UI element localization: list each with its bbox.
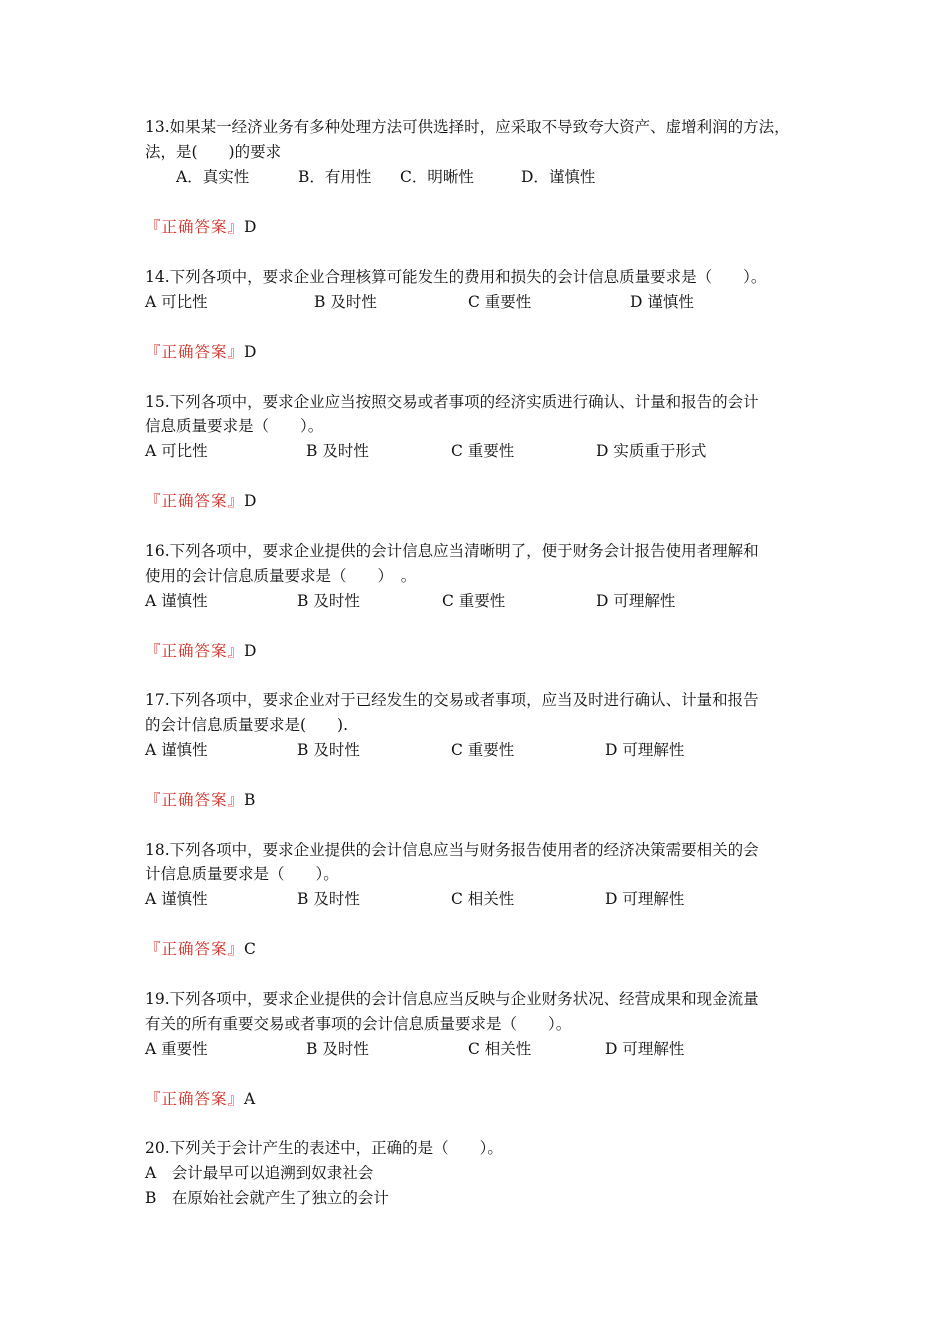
question-18-text: 18.下列各项中，要求企业提供的会计信息应当与财务报告使用者的经济决策需要相关的会 [145, 841, 759, 859]
question-19-option-b: B 及时性 [306, 1040, 369, 1058]
question-15-option-d: D 实质重于形式 [596, 442, 707, 460]
question-14-answer [145, 342, 256, 362]
question-17-answer [145, 790, 255, 810]
question-16-option-c: C 重要性 [442, 592, 506, 610]
question-13-option-d: D．谨慎性 [521, 168, 596, 186]
question-19-option-c: C 相关性 [468, 1040, 532, 1058]
question-19-answer [145, 1089, 255, 1109]
answer-letter: D [244, 218, 257, 236]
question-14-option-c: C 重要性 [468, 293, 532, 311]
answer-tag: 『正确答案』 [145, 1090, 245, 1108]
question-16-option-a: A 谨慎性 [145, 592, 208, 610]
question-19-text: 19.下列各项中，要求企业提供的会计信息应当反映与企业财务状况、经营成果和现金流量 [145, 990, 759, 1008]
answer-tag: 『正确答案』 [145, 218, 245, 236]
question-13-option-c: C．明晰性 [400, 168, 474, 186]
question-14-text: 14.下列各项中，要求企业合理核算可能发生的费用和损失的会计信息质量要求是（ ）。 [145, 268, 767, 286]
answer-letter: D [244, 642, 257, 660]
question-13-option-a: A．真实性 [176, 168, 250, 186]
question-14-option-b: B 及时性 [314, 293, 377, 311]
question-18-option-c: C 相关性 [451, 890, 515, 908]
answer-tag: 『正确答案』 [145, 642, 245, 660]
question-15-option-a: A 可比性 [145, 442, 208, 460]
question-13-option-b: B．有用性 [298, 168, 372, 186]
question-18-text-cont: 计信息质量要求是（ ）。 [145, 865, 339, 883]
question-15-option-c: C 重要性 [451, 442, 515, 460]
question-18-option-d: D 可理解性 [605, 890, 685, 908]
question-20-option-a: A 会计最早可以追溯到奴隶社会 [145, 1164, 374, 1182]
question-15-answer [145, 491, 256, 511]
answer-letter: D [244, 343, 257, 361]
answer-letter: D [244, 492, 257, 510]
question-13-answer [145, 217, 256, 237]
answer-tag: 『正确答案』 [145, 343, 245, 361]
answer-tag: 『正确答案』 [145, 791, 245, 809]
question-13-text: 13.如果某一经济业务有多种处理方法可供选择时，应采取不导致夸大资产、虚增利润的方法， [145, 118, 790, 136]
question-17-option-c: C 重要性 [451, 741, 515, 759]
question-18-answer [145, 939, 256, 959]
question-17-option-b: B 及时性 [297, 741, 360, 759]
question-19-option-d: D 可理解性 [605, 1040, 685, 1058]
question-16-text-cont: 使用的会计信息质量要求是（ ） 。 [145, 567, 417, 585]
question-15-text: 15.下列各项中，要求企业应当按照交易或者事项的经济实质进行确认、计量和报告的会计 [145, 393, 759, 411]
question-20-text: 20.下列关于会计产生的表述中，正确的是（ ）。 [145, 1139, 503, 1157]
question-20-option-b: B 在原始社会就产生了独立的会计 [145, 1189, 389, 1207]
question-17-option-a: A 谨慎性 [145, 741, 208, 759]
question-13-text-cont: 法，是( )的要求 [145, 143, 282, 161]
question-14-option-d: D 谨慎性 [630, 293, 694, 311]
question-17-option-d: D 可理解性 [605, 741, 685, 759]
question-18-option-a: A 谨慎性 [145, 890, 208, 908]
answer-letter: B [244, 791, 256, 809]
question-17-text-cont: 的会计信息质量要求是( ). [145, 716, 349, 734]
question-18-option-b: B 及时性 [297, 890, 360, 908]
answer-tag: 『正确答案』 [145, 492, 245, 510]
question-16-option-d: D 可理解性 [596, 592, 676, 610]
question-14-option-a: A 可比性 [145, 293, 208, 311]
question-19-text-cont: 有关的所有重要交易或者事项的会计信息质量要求是（ ）。 [145, 1015, 572, 1033]
answer-letter: A [244, 1090, 256, 1108]
question-19-option-a: A 重要性 [145, 1040, 208, 1058]
question-17-text: 17.下列各项中，要求企业对于已经发生的交易或者事项，应当及时进行确认、计量和报告 [145, 691, 759, 709]
answer-letter: C [244, 940, 256, 958]
question-16-option-b: B 及时性 [297, 592, 360, 610]
question-15-text-cont: 信息质量要求是（ ）。 [145, 417, 324, 435]
question-16-answer [145, 641, 256, 661]
question-16-text: 16.下列各项中，要求企业提供的会计信息应当清晰明了，便于财务会计报告使用者理解和 [145, 542, 759, 560]
answer-tag: 『正确答案』 [145, 940, 245, 958]
question-15-option-b: B 及时性 [306, 442, 369, 460]
